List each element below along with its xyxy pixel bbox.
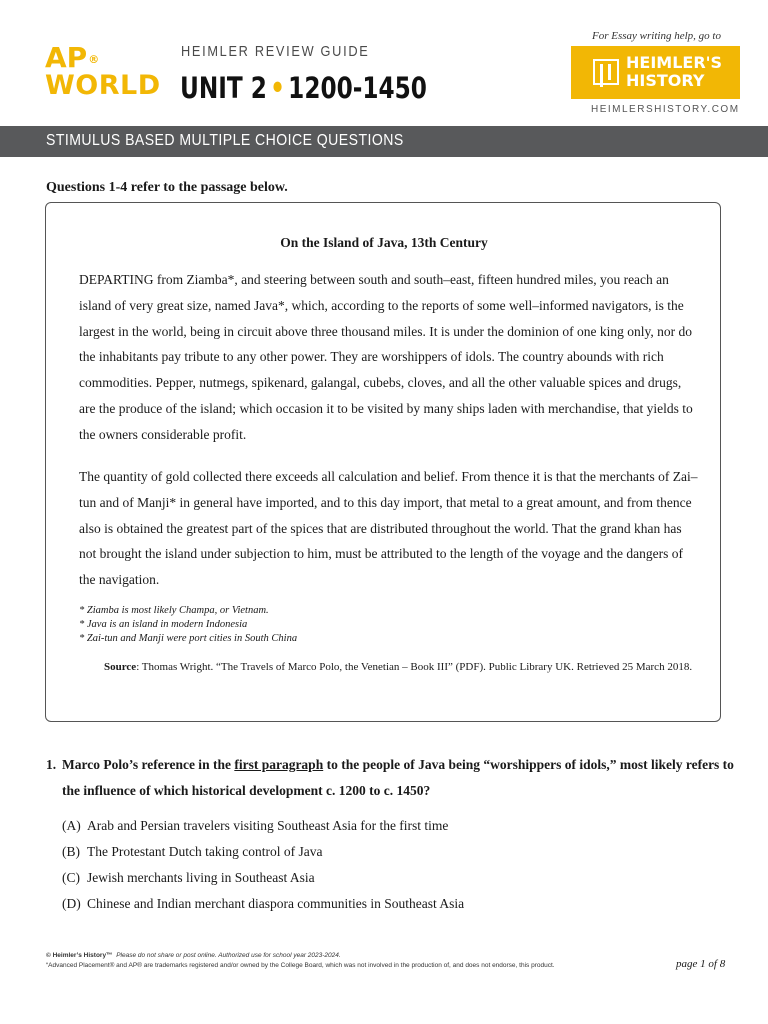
- choice-text: The Protestant Dutch taking control of Java: [87, 844, 323, 859]
- unit-separator: •: [270, 71, 285, 105]
- brand-url-link[interactable]: HEIMLERSHISTORY.COM: [591, 104, 740, 115]
- answer-choice-d[interactable]: [62, 891, 464, 917]
- heimlers-history-brand[interactable]: [571, 46, 740, 99]
- logo-world-text: WORLD: [45, 70, 161, 101]
- choice-text: Chinese and Indian merchant diaspora communities in Southeast Asia: [87, 896, 465, 911]
- choice-text: Arab and Persian travelers visiting Southeast Asia for the first time: [87, 818, 449, 833]
- footer-legal: [46, 951, 555, 971]
- logo-ap-text: AP: [45, 41, 88, 74]
- question-text-before: Marco Polo’s reference in the: [62, 757, 235, 772]
- unit-years: 1200-1450: [288, 71, 427, 105]
- passage-footnotes: [79, 604, 297, 646]
- question-number: 1.: [46, 757, 57, 772]
- passage-box: [45, 202, 721, 722]
- footer-trademark: “Advanced Placement® and AP® are trademarks registered and/or owned by the College Board, which was not involved in the production of, and does not endorse, this product.: [46, 962, 555, 969]
- footer-notice: Please do not share or post online. Authorized use for school year 2023-2024.: [116, 952, 341, 959]
- choice-letter: (B): [62, 844, 80, 859]
- ap-world-logo: [45, 41, 170, 104]
- answer-choice-b[interactable]: [62, 839, 464, 865]
- question-1: [46, 752, 736, 804]
- page-number: page 1 of 8: [676, 958, 726, 970]
- answer-choices: [62, 813, 464, 917]
- answer-choice-a[interactable]: [62, 813, 464, 839]
- unit-label: UNIT 2: [180, 71, 267, 105]
- footnote: * Java is an island in modern Indonesia: [79, 619, 248, 630]
- passage-paragraph-2: The quantity of gold collected there exceeds all calculation and belief. From thence it is that the merchants of Zai–tun and of Manji* in general have imported, and to this day import, that metal to a great amount, and from thence also is obtained the greatest part of the spices that are distributed throughout the world. That the grand khan has not brought the island under subjection to him, must be attributed to the length of the voyage and the dangers of the navigation.: [79, 469, 698, 588]
- section-bar: [0, 126, 768, 157]
- choice-letter: (D): [62, 896, 81, 911]
- source-label: Source: [104, 661, 137, 673]
- question-text-underlined: first paragraph: [234, 757, 324, 772]
- source-text: : Thomas Wright. “The Travels of Marco Polo, the Venetian – Book III” (PDF). Public Library UK. Retrieved 25 March 2018.: [136, 661, 693, 673]
- passage-paragraph-1: DEPARTING from Ziamba*, and steering between south and south–east, fifteen hundred miles, you reach an island of very great size, named Java*, which, according to the reports of some well–informed navigators, is the largest in the world, being in circuit above three thousand miles. It is under the dominion of one king only, nor do the inhabitants pay tribute to any other power. They are worshippers of idols. The country abounds with rich commodities. Pepper, nutmegs, spikenard, galangal, cubebs, cloves, and all the other valuable spices and drugs, are the produce of the island; which occasion it to be visited by many ships laden with merchandise, that yields to the owners considerable profit.: [79, 272, 693, 442]
- answer-choice-c[interactable]: [62, 865, 464, 891]
- question-text-after: to the people of Java being “worshippers of idols,” most likely refers to: [323, 757, 734, 772]
- brand-line-1: HEIMLER'S: [626, 53, 723, 72]
- logo-registered-mark: ®: [88, 53, 100, 66]
- questions-intro: Questions 1-4 refer to the passage below.: [46, 180, 288, 195]
- footnote: * Ziamba is most likely Champa, or Vietnam.: [79, 605, 269, 616]
- footnote: * Zai-tun and Manji were port cities in South China: [79, 633, 298, 644]
- passage-title: On the Island of Java, 13th Century: [280, 235, 488, 250]
- brand-line-2: HISTORY: [626, 71, 705, 90]
- footer-copyright: © Heimler’s History™: [46, 952, 113, 959]
- choice-letter: (C): [62, 870, 80, 885]
- question-text-line-2: the influence of which historical development c. 1200 to c. 1450?: [62, 783, 431, 798]
- guide-label: HEIMLER REVIEW GUIDE: [181, 43, 370, 60]
- essay-help-text: For Essay writing help, go to: [592, 30, 721, 42]
- unit-title: [180, 70, 427, 106]
- section-title: STIMULUS BASED MULTIPLE CHOICE QUESTIONS: [46, 132, 404, 149]
- passage-source: [104, 661, 692, 673]
- choice-letter: (A): [62, 818, 81, 833]
- heimlers-h-logo-icon: [593, 59, 619, 85]
- choice-text: Jewish merchants living in Southeast Asia: [87, 870, 315, 885]
